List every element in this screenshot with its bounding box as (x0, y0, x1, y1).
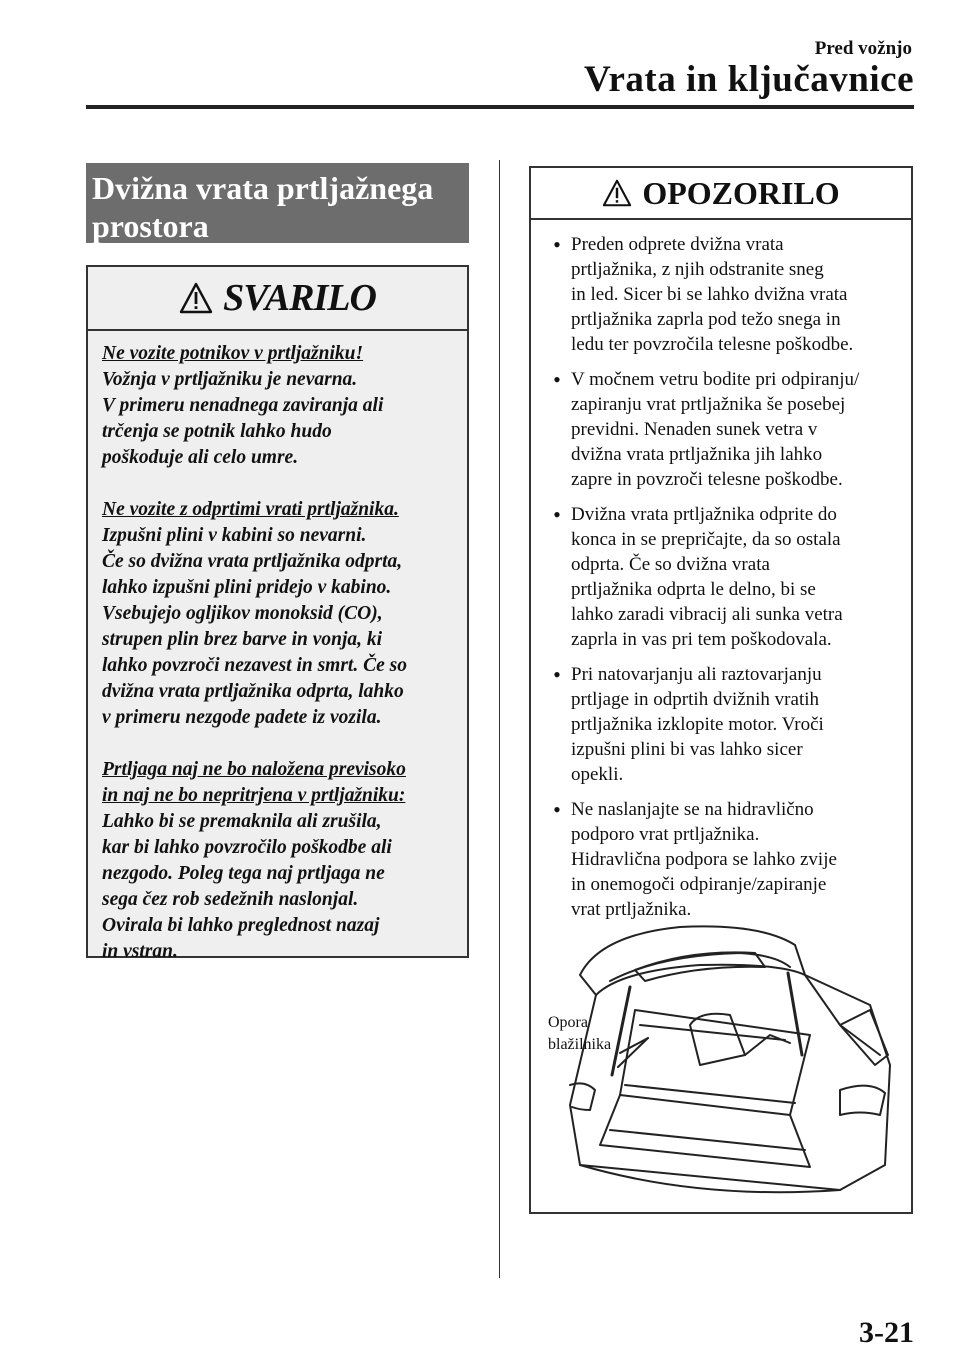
svarilo-line: Ovirala bi lahko preglednost nazaj (102, 915, 380, 936)
svarilo-box (86, 265, 469, 962)
illustration-label (548, 1012, 611, 1056)
bullet-line: V močnem vetru bodite pri odpiranju/ (571, 369, 860, 390)
svarilo-line: v primeru nezgode padete iz vozila. (102, 707, 382, 728)
svarilo-line: poškoduje ali celo umre. (102, 447, 299, 468)
bullet-dot: • (553, 502, 561, 527)
bullet-line: prtljažnika zaprla pod težo snega in (571, 309, 841, 330)
bullet-dot: • (553, 662, 561, 687)
svarilo-line: nezgodo. Poleg tega naj prtljaga ne (102, 863, 385, 884)
section-title (86, 163, 469, 243)
illustration-label-line: blažilnika (548, 1036, 612, 1053)
svarilo-line: dvižna vrata prtljažnika odprta, lahko (102, 681, 404, 702)
bullet-line: zapre in povzroči telesne poškodbe. (571, 469, 843, 490)
liftgate-illustration (540, 915, 902, 1205)
opozorilo-header (531, 168, 911, 220)
svarilo-lead: Prtljaga naj ne bo naložena previsoko (102, 759, 406, 780)
header-rule (86, 105, 914, 109)
bullet-line: Preden odprete dvižna vrata (571, 234, 784, 255)
svarilo-line: kar bi lahko povzročilo poškodbe ali (102, 837, 392, 858)
bullet-line: in onemogoči odpiranje/zapiranje (571, 874, 827, 895)
svarilo-line: lahko izpušni plini pridejo v kabino. (102, 577, 392, 598)
svarilo-body (88, 331, 467, 965)
svarilo-paragraph (102, 341, 453, 471)
bullet-dot: • (553, 367, 561, 392)
bullet-text (571, 367, 899, 492)
svarilo-line: lahko povzroči nezavest in smrt. Če so (102, 655, 407, 676)
section-title-line: prostora (92, 208, 209, 244)
svarilo-lead: in naj ne bo nepritrjena v prtljažniku: (102, 785, 406, 806)
svarilo-line: Vožnja v prtljažniku je nevarna. (102, 369, 358, 390)
bullet-line: opekli. (571, 764, 624, 785)
bullet-line: vrat prtljažnika. (571, 899, 692, 920)
svarilo-line: Vsebujejo ogljikov monoksid (CO), (102, 603, 383, 624)
svarilo-line: strupen plin brez barve in vonja, ki (102, 629, 383, 650)
bullet-text (571, 232, 899, 357)
svarilo-line: in vstran. (102, 941, 178, 962)
opozorilo-bullet (543, 662, 899, 787)
opozorilo-bullet (543, 367, 899, 492)
bullet-text (571, 502, 899, 652)
illustration-label-line: Opora (548, 1014, 588, 1031)
section-title-line: Dvižna vrata prtljažnega (92, 170, 434, 206)
bullet-line: izpušni plini bi vas lahko sicer (571, 739, 803, 760)
bullet-line: konca in se prepričajte, da so ostala (571, 529, 841, 550)
bullet-line: zapiranju vrat prtljažnika še posebej (571, 394, 846, 415)
svarilo-line: Lahko bi se premaknila ali zrušila, (102, 811, 382, 832)
bullet-text (571, 662, 899, 787)
svarilo-header (88, 267, 467, 331)
svarilo-line: Če so dvižna vrata prtljažnika odprta, (102, 551, 403, 572)
bullet-line: Ne naslanjajte se na hidravlično (571, 799, 814, 820)
bullet-dot: • (553, 797, 561, 822)
opozorilo-body (531, 220, 911, 922)
opozorilo-bullet (543, 797, 899, 922)
bullet-line: prtljage in odprtih dvižnih vratih (571, 689, 820, 710)
svarilo-lead: Ne vozite potnikov v prtljažniku! (102, 343, 364, 364)
bullet-line: lahko zaradi vibracij ali sunka vetra (571, 604, 843, 625)
svarilo-lead: Ne vozite z odprtimi vrati prtljažnika. (102, 499, 399, 520)
bullet-line: zaprla in vas pri tem poškodovala. (571, 629, 832, 650)
bullet-line: Dvižna vrata prtljažnika odprite do (571, 504, 837, 525)
bullet-text (571, 797, 899, 922)
bullet-line: Hidravlična podpora se lahko zvije (571, 849, 837, 870)
bullet-line: Pri natovarjanju ali raztovarjanju (571, 664, 822, 685)
opozorilo-title: OPOZORILO (642, 174, 840, 211)
svarilo-paragraph (102, 757, 453, 965)
opozorilo-bullet (543, 232, 899, 357)
svarilo-line: Izpušni plini v kabini so nevarni. (102, 525, 367, 546)
column-divider (499, 160, 500, 1278)
svarilo-line: sega čez rob sedežnih naslonjal. (102, 889, 359, 910)
bullet-line: prtljažnika, z njih odstranite sneg (571, 259, 824, 280)
bullet-line: dvižna vrata prtljažnika jih lahko (571, 444, 823, 465)
bullet-line: prtljažnika odprta le delno, bi se (571, 579, 816, 600)
svarilo-line: trčenja se potnik lahko hudo (102, 421, 332, 442)
bullet-line: prtljažnika izklopite motor. Vroči (571, 714, 824, 735)
bullet-line: ledu ter povzročila telesne poškodbe. (571, 334, 854, 355)
bullet-line: in led. Sicer bi se lahko dvižna vrata (571, 284, 848, 305)
svarilo-title: SVARILO (223, 277, 376, 319)
svarilo-line: V primeru nenadnega zaviranja ali (102, 395, 384, 416)
bullet-line: podporo vrat prtljažnika. (571, 824, 760, 845)
bullet-dot: • (553, 232, 561, 257)
page-number: 3-21 (859, 1316, 914, 1349)
warning-triangle-icon (179, 282, 213, 314)
opozorilo-bullet (543, 502, 899, 652)
chapter-label: Pred vožnjo (814, 38, 912, 59)
svarilo-paragraph (102, 497, 453, 731)
bullet-line: previdni. Nenaden sunek vetra v (571, 419, 818, 440)
page-title: Vrata in ključavnice (584, 59, 914, 100)
warning-triangle-icon (602, 179, 632, 207)
bullet-line: odprta. Če so dvižna vrata (571, 554, 770, 575)
